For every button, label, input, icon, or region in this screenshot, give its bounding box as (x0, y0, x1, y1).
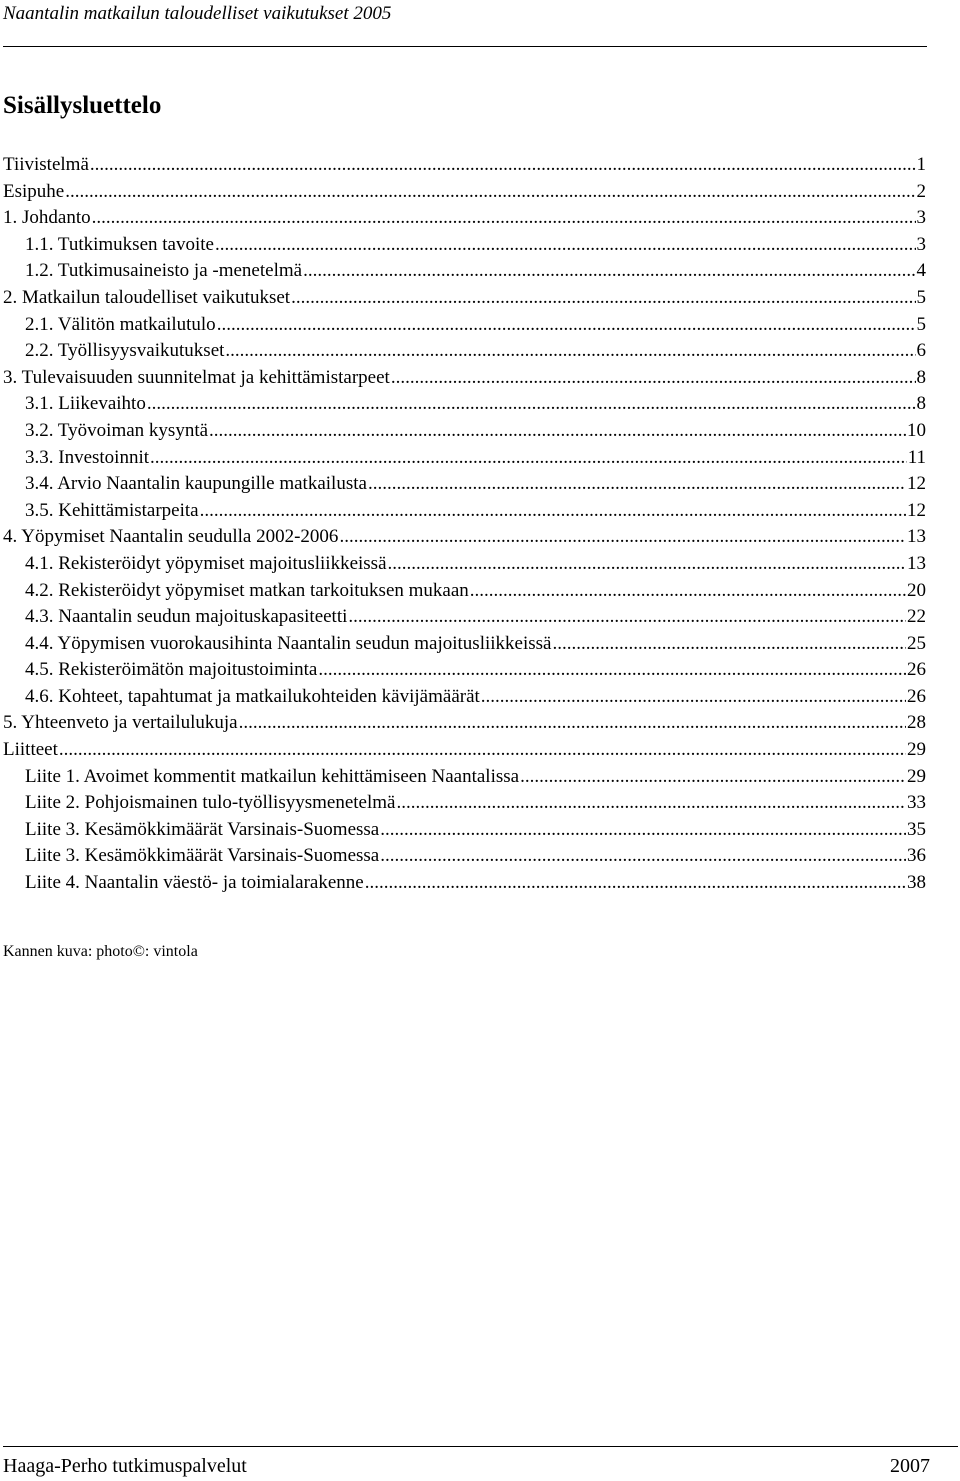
toc-entry[interactable] (3, 471, 926, 498)
toc-leader-dots (291, 285, 915, 312)
toc-leader-dots (92, 205, 916, 232)
toc-entry[interactable] (3, 338, 926, 365)
toc-entry-page: 28 (907, 712, 926, 734)
toc-entry-label: 1.1. Tutkimuksen tavoite (25, 233, 214, 255)
toc-entry-label: 3.1. Liikevaihto (25, 393, 146, 415)
toc-entry[interactable] (3, 817, 926, 844)
table-of-contents (3, 152, 926, 897)
toc-entry-label: 4.6. Kohteet, tapahtumat ja matkailukohteiden kävijämäärät (25, 685, 480, 707)
toc-leader-dots (339, 524, 906, 551)
toc-entry[interactable] (3, 258, 926, 285)
toc-leader-dots (368, 471, 906, 498)
toc-entry-label: 4.4. Yöpymisen vuorokausihinta Naantalin seudun majoitusliikkeissä (25, 632, 552, 654)
toc-entry[interactable] (3, 764, 926, 791)
toc-leader-dots (239, 710, 906, 737)
toc-entry-label: 2.2. Työllisyysvaikutukset (25, 340, 225, 362)
toc-entry-label: 3.2. Työvoiman kysyntä (25, 419, 209, 441)
toc-entry[interactable] (3, 737, 926, 764)
toc-entry[interactable] (3, 232, 926, 259)
toc-leader-dots (225, 338, 915, 365)
toc-leader-dots (59, 737, 906, 764)
footer-year: 2007 (890, 1455, 930, 1477)
toc-leader-dots (552, 631, 906, 658)
toc-entry[interactable] (3, 657, 926, 684)
toc-entry-label: Esipuhe (3, 180, 65, 202)
toc-entry-page: 35 (907, 818, 926, 840)
toc-entry-label: Liite 4. Naantalin väestö- ja toimialarakenne (25, 872, 364, 894)
toc-leader-dots (391, 365, 916, 392)
toc-entry-label: 4.1. Rekisteröidyt yöpymiset majoitusliikkeissä (25, 552, 387, 574)
toc-entry-page: 5 (916, 286, 926, 308)
toc-heading: Sisällysluettelo (3, 92, 162, 119)
header-title: Naantalin matkailun taloudelliset vaikutukset 2005 (3, 3, 392, 24)
toc-entry-page: 26 (907, 685, 926, 707)
toc-entry[interactable] (3, 445, 926, 472)
toc-entry[interactable] (3, 710, 926, 737)
page-header (3, 0, 927, 47)
toc-entry-page: 33 (907, 792, 926, 814)
toc-entry-page: 4 (916, 260, 926, 282)
toc-entry-page: 29 (907, 765, 926, 787)
toc-entry-label: Tiivistelmä (3, 154, 89, 175)
toc-entry[interactable] (3, 870, 926, 897)
toc-leader-dots (200, 498, 906, 525)
toc-entry-page: 38 (907, 872, 926, 894)
toc-leader-dots (380, 843, 906, 870)
toc-entry-page: 3 (916, 233, 926, 255)
toc-entry-label: Liitteet (3, 739, 58, 761)
toc-entry-label: 4. Yöpymiset Naantalin seudulla 2002-2006 (3, 526, 339, 548)
toc-leader-dots (90, 152, 916, 179)
toc-entry[interactable] (3, 790, 926, 817)
toc-entry[interactable] (3, 365, 926, 392)
toc-entry-label: 3. Tulevaisuuden suunnitelmat ja kehittämistarpeet (3, 366, 390, 388)
toc-entry-page: 11 (907, 446, 926, 468)
toc-leader-dots (215, 232, 916, 259)
toc-entry-label: 4.3. Naantalin seudun majoituskapasiteetti (25, 606, 348, 628)
toc-entry-label: Liite 3. Kesämökkimäärät Varsinais-Suomessa (25, 845, 380, 867)
toc-entry[interactable] (3, 312, 926, 339)
toc-leader-dots (481, 684, 906, 711)
toc-entry-label: 2. Matkailun taloudelliset vaikutukset (3, 286, 291, 308)
toc-entry-page: 20 (907, 579, 926, 601)
toc-entry[interactable] (3, 179, 926, 206)
toc-entry-page: 8 (916, 393, 926, 415)
toc-entry[interactable] (3, 604, 926, 631)
toc-entry[interactable] (3, 843, 926, 870)
toc-entry-label: 3.3. Investoinnit (25, 446, 150, 468)
toc-entry-page: 12 (907, 499, 926, 521)
footer-publisher: Haaga-Perho tutkimuspalvelut (3, 1455, 247, 1477)
toc-leader-dots (388, 551, 906, 578)
toc-leader-dots (520, 764, 906, 791)
toc-entry-page: 6 (916, 340, 926, 362)
toc-leader-dots (65, 179, 915, 206)
toc-entry-label: 3.4. Arvio Naantalin kaupungille matkailusta (25, 473, 367, 495)
toc-leader-dots (303, 258, 915, 285)
toc-entry-page: 36 (907, 845, 926, 867)
toc-entry-page: 13 (907, 526, 926, 548)
toc-entry-page: 8 (916, 366, 926, 388)
toc-entry[interactable] (3, 205, 926, 232)
toc-leader-dots (209, 418, 906, 445)
toc-leader-dots (150, 445, 907, 472)
toc-entry-page: 10 (907, 419, 926, 441)
toc-entry-page: 2 (916, 180, 926, 202)
toc-entry-page: 5 (916, 313, 926, 335)
toc-leader-dots (380, 817, 906, 844)
toc-entry-page: 1 (916, 154, 926, 175)
toc-leader-dots (348, 604, 906, 631)
toc-entry[interactable] (3, 551, 926, 578)
toc-entry-label: 3.5. Kehittämistarpeita (25, 499, 199, 521)
toc-entry[interactable] (3, 578, 926, 605)
toc-entry-label: 5. Yhteenveto ja vertailulukuja (3, 712, 238, 734)
toc-leader-dots (365, 870, 906, 897)
toc-entry-page: 12 (907, 473, 926, 495)
toc-leader-dots (470, 578, 906, 605)
toc-entry[interactable] (3, 152, 926, 179)
toc-leader-dots (147, 391, 916, 418)
toc-entry-label: 2.1. Välitön matkailutulo (25, 313, 216, 335)
toc-entry-page: 13 (907, 552, 926, 574)
toc-entry[interactable] (3, 285, 926, 312)
toc-entry[interactable] (3, 418, 926, 445)
toc-entry-label: 4.5. Rekisteröimätön majoitustoiminta (25, 659, 318, 681)
toc-entry-label: 4.2. Rekisteröidyt yöpymiset matkan tarkoituksen mukaan (25, 579, 469, 601)
toc-entry-page: 25 (907, 632, 926, 654)
toc-entry[interactable] (3, 631, 926, 658)
toc-leader-dots (217, 312, 916, 339)
toc-entry[interactable] (3, 524, 926, 551)
toc-entry-label: 1. Johdanto (3, 207, 91, 229)
toc-entry-label: Liite 3. Kesämökkimäärät Varsinais-Suomessa (25, 818, 380, 840)
cover-photo-caption: Kannen kuva: photo©: vintola (3, 943, 198, 960)
toc-entry-label: Liite 2. Pohjoismainen tulo-työllisyysmenetelmä (25, 792, 396, 814)
toc-leader-dots (318, 657, 906, 684)
toc-entry[interactable] (3, 391, 926, 418)
toc-leader-dots (396, 790, 906, 817)
toc-entry-page: 3 (916, 207, 926, 229)
toc-entry[interactable] (3, 684, 926, 711)
toc-entry[interactable] (3, 498, 926, 525)
toc-entry-page: 29 (907, 739, 926, 761)
toc-entry-label: Liite 1. Avoimet kommentit matkailun kehittämiseen Naantalissa (25, 765, 520, 787)
toc-entry-page: 26 (907, 659, 926, 681)
toc-entry-label: 1.2. Tutkimusaineisto ja -menetelmä (25, 260, 303, 282)
page-footer (3, 1446, 958, 1477)
toc-entry-page: 22 (907, 606, 926, 628)
